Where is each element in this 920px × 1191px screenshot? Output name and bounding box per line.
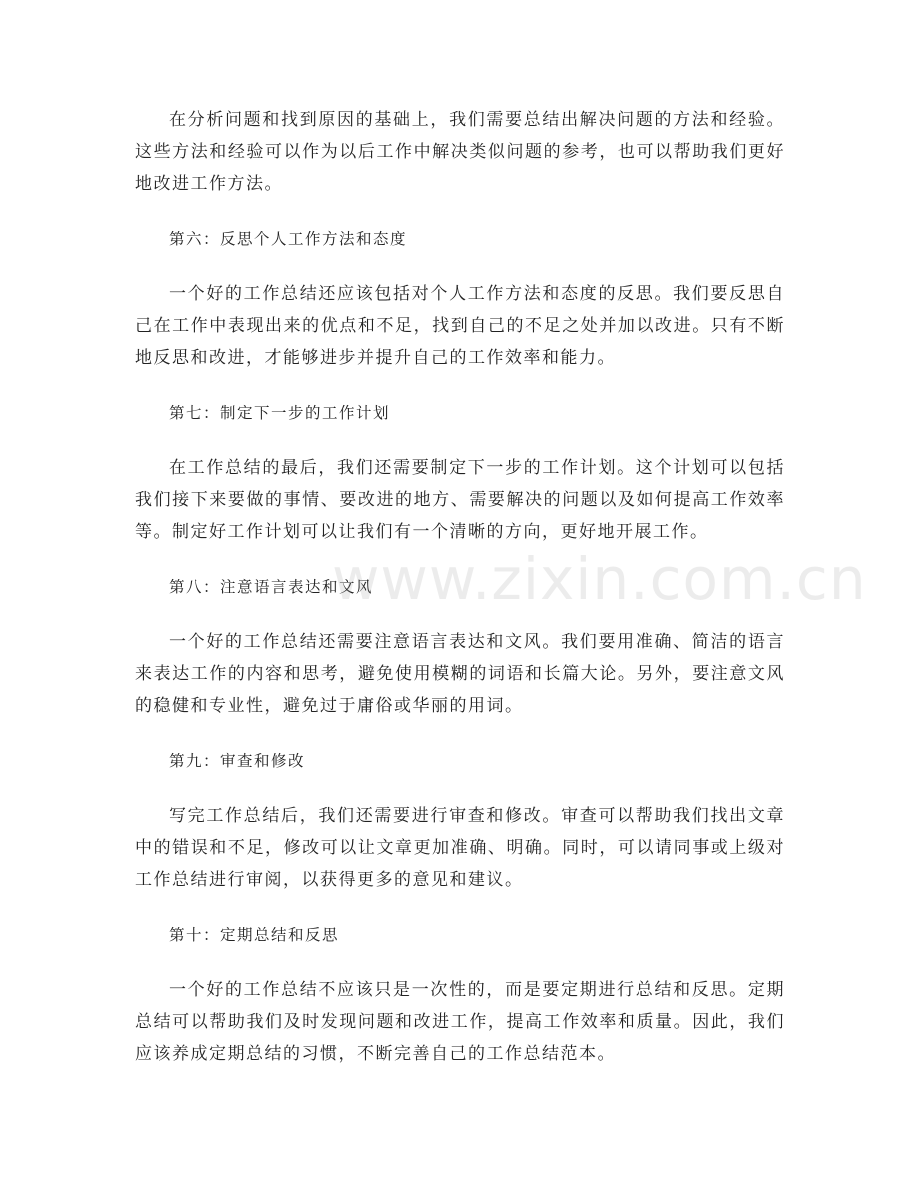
paragraph-method-experience: 在分析问题和找到原因的基础上，我们需要总结出解决问题的方法和经验。这些方法和经验可以作为以后工作中解决类似问题的参考，也可以帮助我们更好地改进工作方法。 xyxy=(135,110,785,194)
paragraph-section-8: 一个好的工作总结还需要注意语言表达和文风。我们要用准确、简洁的语言来表达工作的内容和思考，避免使用模糊的词语和长篇大论。另外，要注意文风的稳健和专业性，避免过于庸俗或华丽的用词。 xyxy=(135,632,785,716)
paragraph-section-7: 在工作总结的最后，我们还需要制定下一步的工作计划。这个计划可以包括我们接下来要做的事情、要改进的地方、需要解决的问题以及如何提高工作效率等。制定好工作计划可以让我们有一个清晰的方向，更好地开展工作。 xyxy=(135,458,785,542)
heading-section-10: 第十：定期总结和反思 xyxy=(169,926,340,944)
heading-section-9: 第九：审查和修改 xyxy=(169,752,306,770)
heading-section-7: 第七：制定下一步的工作计划 xyxy=(169,404,391,422)
paragraph-section-9: 写完工作总结后，我们还需要进行审查和修改。审查可以帮助我们找出文章中的错误和不足，修改可以让文章更加准确、明确。同时，可以请同事或上级对工作总结进行审阅，以获得更多的意见和建议。 xyxy=(135,806,785,890)
heading-section-8: 第八：注意语言表达和文风 xyxy=(169,578,374,596)
paragraph-section-6: 一个好的工作总结还应该包括对个人工作方法和态度的反思。我们要反思自己在工作中表现出来的优点和不足，找到自己的不足之处并加以改进。只有不断地反思和改进，才能够进步并提升自己的工作效率和能力。 xyxy=(135,284,785,368)
document-body xyxy=(135,104,785,1093)
heading-section-6: 第六：反思个人工作方法和态度 xyxy=(169,230,408,248)
watermark: www.zixin.com.cn xyxy=(332,545,867,613)
paragraph-section-10: 一个好的工作总结不应该只是一次性的，而是要定期进行总结和反思。定期总结可以帮助我们及时发现问题和改进工作，提高工作效率和质量。因此，我们应该养成定期总结的习惯，不断完善自己的工作总结范本。 xyxy=(135,980,785,1064)
